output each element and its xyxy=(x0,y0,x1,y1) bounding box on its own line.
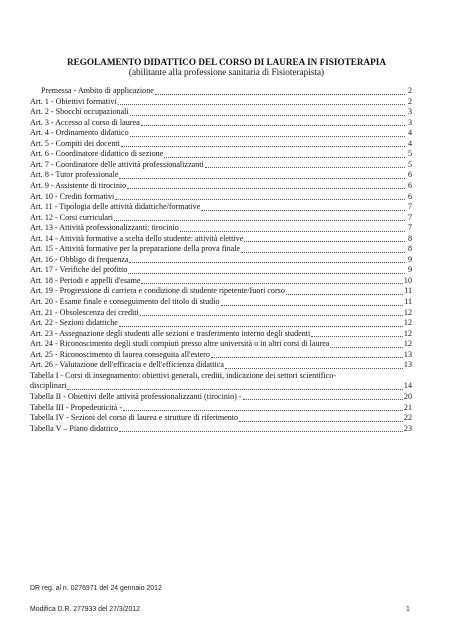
toc-entry-label: Art. 23 - Assegnazione degli studenti alle sezioni e trasferimento interno degli studenti xyxy=(30,328,311,338)
toc-entry-leader xyxy=(123,402,403,411)
toc-entry-page: 6 xyxy=(407,170,412,180)
document-title: REGOLAMENTO DIDATTICO DEL CORSO DI LAUREA IN FISIOTERAPIA xyxy=(67,57,386,67)
toc-entry-page: 5 xyxy=(407,149,412,159)
toc-entry-leader xyxy=(119,423,403,432)
toc-entry-leader xyxy=(128,265,405,274)
toc-entry[interactable] xyxy=(30,202,412,213)
toc-entry-leader xyxy=(180,223,405,232)
toc-entry-page: 21 xyxy=(403,402,412,412)
toc-entry[interactable] xyxy=(30,413,412,424)
toc-entry-leader xyxy=(311,328,403,337)
toc-entry-leader xyxy=(67,381,402,390)
toc-entry-page: 11 xyxy=(404,297,412,306)
toc-entry[interactable] xyxy=(30,286,412,297)
toc-entry-page: 9 xyxy=(407,254,412,264)
toc-entry[interactable] xyxy=(30,308,412,319)
toc-entry-leader xyxy=(155,86,405,95)
toc-entry[interactable] xyxy=(30,360,412,371)
toc-entry[interactable] xyxy=(30,350,412,361)
toc-entry[interactable] xyxy=(30,392,412,403)
toc-entry[interactable] xyxy=(30,234,412,245)
toc-entry-leader xyxy=(241,244,405,253)
toc-entry-page: 23 xyxy=(403,423,412,433)
toc-entry-label: Art. 26 - Valutazione dell'efficacia e dell'efficienza didattica xyxy=(30,360,224,370)
toc-entry-leader xyxy=(121,138,405,147)
toc-entry-page: 3 xyxy=(407,107,412,117)
toc-entry[interactable] xyxy=(30,170,412,181)
toc-entry-label: Tabella V – Piano didattico xyxy=(30,423,119,433)
toc-entry-leader xyxy=(118,96,405,105)
toc-entry-label: Art. 20 - Esame finale e conseguimento del titolo di studio xyxy=(30,297,220,306)
toc-entry[interactable] xyxy=(30,128,412,139)
toc-entry[interactable] xyxy=(30,318,412,329)
toc-entry-label: Art. 1 - Obiettivi formativi xyxy=(30,96,117,106)
toc-entry-leader xyxy=(225,360,403,369)
toc-entry-leader xyxy=(141,117,405,126)
toc-entry-leader xyxy=(286,286,403,295)
toc-entry-label: Art. 25 - Riconoscimento di laurea conseguita all'estero xyxy=(30,349,210,359)
toc-entry-page: 10 xyxy=(403,275,412,285)
toc-entry-leader xyxy=(244,233,405,242)
toc-entry[interactable] xyxy=(30,213,412,224)
toc-entry[interactable] xyxy=(30,97,412,108)
toc-entry-page: 7 xyxy=(407,202,412,212)
toc-entry-leader xyxy=(115,191,405,200)
toc-entry-leader xyxy=(127,180,405,189)
toc-entry-page: 14 xyxy=(403,381,412,391)
toc-entry-label: Art. 19 - Progressione di carriera e condizione di studente ripetente/fuori corso xyxy=(30,286,285,296)
toc-entry-page: 6 xyxy=(407,191,412,201)
toc-entry[interactable] xyxy=(30,329,412,340)
toc-entry-label: Art. 4 - Ordinamento didattico xyxy=(30,128,129,138)
toc-entry[interactable] xyxy=(30,139,412,150)
toc-entry-leader xyxy=(141,275,402,284)
toc-entry-page: 6 xyxy=(407,180,412,190)
toc-entry-leader xyxy=(211,349,403,358)
toc-entry-page: 13 xyxy=(403,360,412,370)
toc-entry[interactable] xyxy=(30,181,412,192)
toc-entry-page: 5 xyxy=(407,159,412,169)
toc-entry-label: Tabella III - Propedeuticità - xyxy=(30,402,123,412)
toc-entry-label: Art. 3 - Accesso al corso di laurea xyxy=(30,117,140,127)
document-subtitle: (abilitante alla professione sanitaria di Fisioterapista) xyxy=(128,67,325,77)
toc-entry[interactable] xyxy=(30,255,412,266)
toc-entry-page: 2 xyxy=(407,86,412,95)
toc-entry-page: 3 xyxy=(407,117,412,127)
toc-entry[interactable] xyxy=(30,424,412,435)
toc-entry-page: 12 xyxy=(403,339,412,349)
toc-entry[interactable] xyxy=(30,149,412,160)
toc-entry-leader xyxy=(119,170,405,179)
footer-registration: DR reg. al n. 0276971 del 24 gennaio 2012 xyxy=(30,585,162,592)
toc-entry-leader xyxy=(201,202,405,211)
toc-entry[interactable] xyxy=(30,118,412,129)
toc-entry[interactable] xyxy=(30,403,412,414)
toc-entry-label: Art. 6 - Coordinatore didattico di sezione xyxy=(30,149,164,159)
toc-entry-leader xyxy=(221,297,404,306)
toc-entry[interactable] xyxy=(30,276,412,287)
toc-entry-page: 8 xyxy=(407,233,412,243)
toc-entry-label: disciplinari xyxy=(30,381,67,391)
toc-entry-page: 4 xyxy=(407,128,412,138)
toc-entry-label: Art. 8 - Tutor professionale xyxy=(30,170,119,180)
toc-entry-page: 20 xyxy=(403,391,412,401)
toc-entry-label: Art. 22 - Sezioni didattiche xyxy=(30,318,118,328)
toc-entry-label: Art. 11 - Tipologia delle attività didattiche/formative xyxy=(30,202,201,212)
toc-entry-label: Art. 16 - Obbligo di frequenza xyxy=(30,254,129,264)
toc-entry-page: 12 xyxy=(403,318,412,328)
toc-entry-label: Art. 2 - Sbocchi occupazionali xyxy=(30,107,129,117)
toc-entry-label: Art. 9 - Assistente di tirocinio xyxy=(30,180,127,190)
toc-entry-label: Tabella II - Obiettivi delle attività professionalizzanti (tirocinio) - xyxy=(30,391,242,401)
toc-entry[interactable] xyxy=(30,371,412,382)
toc-entry-label: Art. 13 - Attività professionalizzanti: tirocinio xyxy=(30,223,179,233)
toc-entry[interactable] xyxy=(30,192,412,203)
toc-entry-leader xyxy=(114,212,405,221)
toc-entry-leader xyxy=(205,159,405,168)
toc-entry-label: Art. 18 - Periodi e appelli d'esame xyxy=(30,275,141,285)
toc-entry-page: 2 xyxy=(407,96,412,106)
toc-entry-leader xyxy=(130,107,405,116)
toc-entry-label: Art. 10 - Crediti formativi xyxy=(30,191,115,201)
toc-entry[interactable] xyxy=(30,265,412,276)
toc-entry-leader xyxy=(140,307,403,316)
toc-entry-leader xyxy=(130,128,405,137)
toc-entry-label: Premessa - Ambito di applicazione xyxy=(41,86,154,95)
toc-entry-label: Art. 15 - Attività formative per la preparazione della prova finale xyxy=(30,244,241,254)
toc-entry[interactable] xyxy=(30,339,412,350)
toc-entry[interactable] xyxy=(30,86,412,97)
toc-entry[interactable] xyxy=(30,381,412,392)
toc-entry[interactable] xyxy=(30,160,412,171)
toc-entry-leader xyxy=(164,149,405,158)
toc-entry-leader xyxy=(129,254,405,263)
toc-entry[interactable] xyxy=(30,107,412,118)
toc-entry-page: 9 xyxy=(407,265,412,275)
toc-entry-label: Art. 12 - Corsi curriculari xyxy=(30,212,113,222)
toc-entry-page: 12 xyxy=(403,307,412,317)
toc-entry-label: Art. 17 - Verifiche del profitto xyxy=(30,265,128,275)
toc-entry-page: 11 xyxy=(404,286,412,296)
toc-entry-page: 13 xyxy=(403,349,412,359)
toc-entry-label: Tabella I - Corsi di insegnamento: obiettivi generali, crediti, indicazione dei settori scientifico- xyxy=(30,370,336,380)
toc-entry-label: Art. 7 - Coordinatore delle attività professionalizzanti xyxy=(30,159,204,169)
toc-entry-page: 22 xyxy=(403,413,412,423)
toc-entry-leader xyxy=(239,413,403,422)
toc-entry-page: 7 xyxy=(407,223,412,233)
toc-entry-leader xyxy=(119,318,403,327)
toc-entry[interactable] xyxy=(30,244,412,255)
toc-entry-page: 12 xyxy=(403,328,412,338)
toc-entry[interactable] xyxy=(30,297,412,308)
footer-modification: Modifica D.R. 277933 del 27/3/2012 xyxy=(30,606,140,613)
page-number: 1 xyxy=(406,606,410,613)
toc-entry-page: 8 xyxy=(407,244,412,254)
toc-entry[interactable] xyxy=(30,223,412,234)
toc-entry-label: Art. 24 - Riconoscimento degli studi compiuti presso altre università o in altri corsi di laurea xyxy=(30,339,330,349)
toc-entry-page: 7 xyxy=(407,212,412,222)
toc-entry-label: Art. 5 - Compiti dei docenti xyxy=(30,138,120,148)
toc-entry-leader xyxy=(330,339,403,348)
toc-entry-label: Tabella IV - Sezioni del corso di laurea e strutture di riferimento xyxy=(30,413,239,423)
toc-entry-label: Art. 14 - Attività formative a scelta dello studente: attività elettive xyxy=(30,233,244,243)
toc-entry-leader xyxy=(243,391,403,400)
toc-entry-label: Art. 21 - Obsolescenza dei crediti xyxy=(30,307,139,317)
toc-entry-page: 4 xyxy=(407,138,412,148)
